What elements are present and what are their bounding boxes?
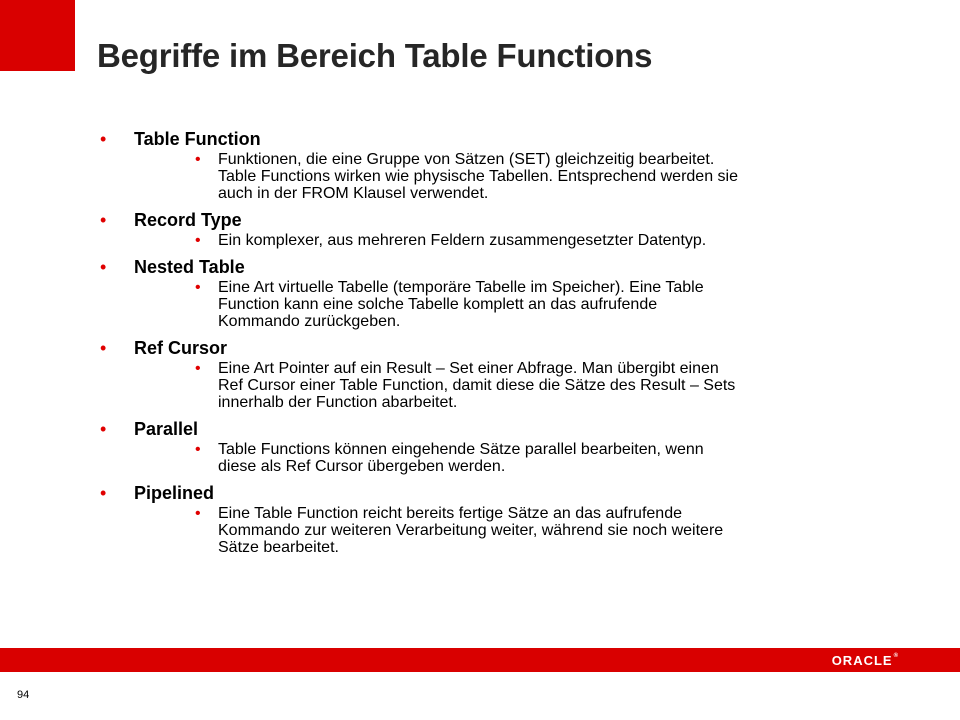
description-line: Eine Table Function reicht bereits fertige Sätze an das aufrufende	[218, 505, 682, 522]
description-line: Funktionen, die eine Gruppe von Sätzen (SET) gleichzeitig bearbeitet.	[218, 151, 715, 168]
term-item	[100, 208, 920, 232]
term-description	[100, 151, 920, 202]
bullet-icon: •	[100, 419, 107, 439]
description-line: Table Functions können eingehende Sätze parallel bearbeiten, wenn	[218, 441, 704, 458]
page-number: 94	[17, 689, 30, 701]
term-label: Table Function	[134, 129, 261, 149]
sub-bullet-icon: •	[195, 441, 201, 458]
bullet-icon: •	[100, 338, 107, 358]
description-line: Kommando zur weiteren Verarbeitung weiter, während sie noch weitere	[218, 522, 724, 539]
sub-bullet-icon: •	[195, 279, 201, 296]
term-label: Ref Cursor	[134, 338, 228, 358]
bullet-icon: •	[100, 210, 107, 230]
description-line: Eine Art virtuelle Tabelle (temporäre Tabelle im Speicher). Eine Table	[218, 279, 704, 296]
term-label: Record Type	[134, 210, 242, 230]
logo-text: ORACLE	[831, 652, 893, 668]
footer-band	[0, 648, 960, 672]
term-item	[100, 255, 920, 279]
term-description	[100, 232, 920, 249]
term-item	[100, 127, 920, 151]
term-label: Parallel	[134, 419, 199, 439]
term-list	[100, 127, 920, 556]
term-description	[100, 279, 920, 330]
description-line: Table Functions wirken wie physische Tabellen. Entsprechend werden sie	[218, 168, 738, 185]
bullet-icon: •	[100, 257, 107, 277]
description-line: innerhalb der Function abarbeitet.	[218, 394, 458, 411]
sub-bullet-icon: •	[195, 360, 201, 377]
description-line: Sätze bearbeitet.	[218, 539, 339, 556]
term-label: Nested Table	[134, 257, 245, 277]
term-item	[100, 481, 920, 505]
description-line: Ref Cursor einer Table Function, damit diese die Sätze des Result – Sets	[218, 377, 736, 394]
term-description	[100, 505, 920, 556]
term-description	[100, 360, 920, 411]
description-line: Kommando zurückgeben.	[218, 313, 401, 330]
description-line: Eine Art Pointer auf ein Result – Set einer Abfrage. Man übergibt einen	[218, 360, 719, 377]
bullet-icon: •	[100, 129, 107, 149]
sub-bullet-icon: •	[195, 232, 201, 249]
sub-bullet-icon: •	[195, 151, 201, 168]
bullet-icon: •	[100, 483, 107, 503]
registered-mark: ®	[893, 653, 898, 659]
term-item	[100, 417, 920, 441]
description-line: Function kann eine solche Tabelle komplett an das aufrufende	[218, 296, 658, 313]
sub-bullet-icon: •	[195, 505, 201, 522]
description-line: diese als Ref Cursor übergeben werden.	[218, 458, 506, 475]
corner-accent-block	[0, 0, 75, 71]
term-item	[100, 336, 920, 360]
term-label: Pipelined	[134, 483, 215, 503]
description-line: auch in der FROM Klausel verwendet.	[218, 185, 489, 202]
slide-title: Begriffe im Bereich Table Functions	[97, 37, 653, 74]
description-line: Ein komplexer, aus mehreren Feldern zusammengesetzter Datentyp.	[218, 232, 707, 249]
term-description	[100, 441, 920, 475]
oracle-logo	[832, 653, 898, 667]
